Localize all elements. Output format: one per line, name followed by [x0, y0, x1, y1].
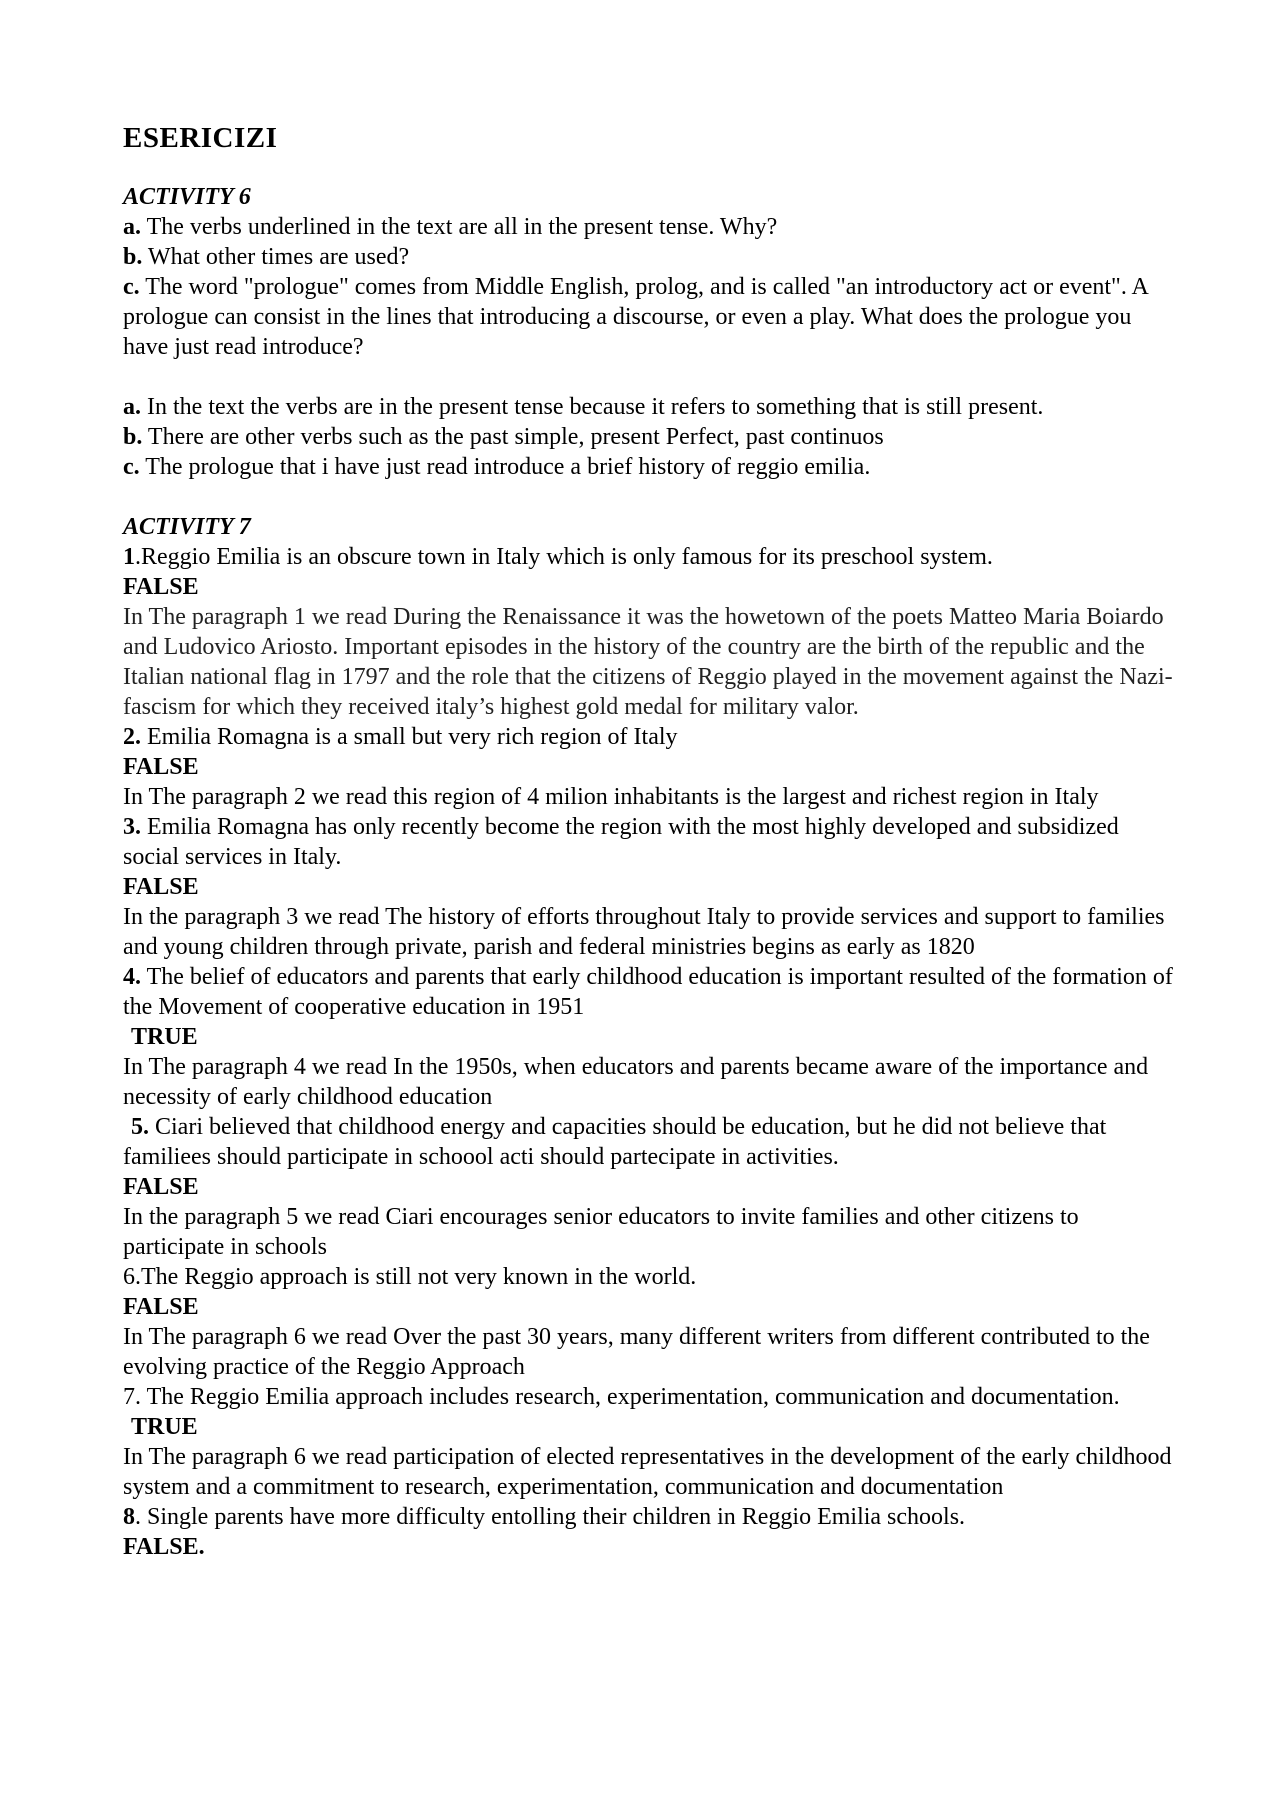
statement-number: 8 [123, 1504, 135, 1530]
question-text: The verbs underlined in the text are all in the present tense. Why? [141, 214, 778, 240]
statement-1 [123, 542, 1180, 572]
statement-4 [123, 962, 1180, 1022]
statement-number: 2. [123, 724, 141, 750]
answer-text: The prologue that i have just read introduce a brief history of reggio emilia. [139, 454, 871, 480]
statement-text: Ciari believed that childhood energy and capacities should be education, but he did not believe that familiees should participate in schoool acti should partecipate in activities. [123, 1114, 1107, 1170]
activity-7-heading: ACTIVITY 7 [123, 514, 251, 540]
answer-label: c. [123, 454, 140, 480]
verdict-7: TRUE [131, 1414, 198, 1440]
statement-6: 6.The Reggio approach is still not very known in the world. [123, 1264, 697, 1290]
verdict-5: FALSE [123, 1174, 199, 1200]
question-text: What other times are used? [142, 244, 410, 270]
evidence-6: In The paragraph 6 we read Over the past 30 years, many different writers from different contributed to the evolving practice of the Reggio Approach [123, 1324, 1150, 1380]
statement-3 [123, 812, 1180, 872]
evidence-2: In The paragraph 2 we read this region of 4 milion inhabitants is the largest and richest region in Italy [123, 784, 1099, 810]
statement-text: Emilia Romagna is a small but very rich region of Italy [141, 724, 678, 750]
answer-label: a. [123, 394, 141, 420]
spacer [123, 362, 1180, 392]
verdict-1: FALSE [123, 574, 199, 600]
statement-number: 4. [123, 964, 141, 990]
question-label: a. [123, 214, 141, 240]
verdict-8: FALSE. [123, 1534, 205, 1560]
statement-number: 3. [123, 814, 141, 840]
evidence-7: In The paragraph 6 we read participation of elected representatives in the development of the early childhood system and a commitment to research, experimentation, communication and documentation [123, 1444, 1172, 1500]
answer-label: b. [123, 424, 143, 450]
question-a [123, 212, 1180, 242]
verdict-3: FALSE [123, 874, 199, 900]
statement-number: 5. [131, 1114, 149, 1140]
activity-6-heading: ACTIVITY 6 [123, 184, 251, 210]
spacer [123, 482, 1180, 512]
answer-text: There are other verbs such as the past simple, present Perfect, past continuos [142, 424, 884, 450]
statement-text: The belief of educators and parents that early childhood education is important resulted of the formation of the Movement of cooperative education in 1951 [123, 964, 1173, 1020]
question-label: c. [123, 274, 140, 300]
answer-a [123, 392, 1180, 422]
statement-text: Emilia Romagna has only recently become the region with the most highly developed and subsidized social services in Italy. [123, 814, 1119, 870]
question-text: The word "prologue" comes from Middle English, prolog, and is called "an introductory act or event". A prologue can consist in the lines that introducing a discourse, or even a play. What does the prologue you have just read introduce? [123, 274, 1148, 360]
activity-6-section [123, 182, 1180, 482]
page-title: ESERICIZI [123, 122, 278, 154]
statement-5 [123, 1112, 1180, 1172]
verdict-4: TRUE [131, 1024, 198, 1050]
evidence-4: In The paragraph 4 we read In the 1950s, when educators and parents became aware of the importance and necessity of early childhood education [123, 1054, 1149, 1110]
statement-7: 7. The Reggio Emilia approach includes research, experimentation, communication and documentation. [123, 1384, 1120, 1410]
statement-2 [123, 722, 1180, 752]
answer-text: In the text the verbs are in the present tense because it refers to something that is still present. [141, 394, 1044, 420]
evidence-5: In the paragraph 5 we read Ciari encourages senior educators to invite families and other citizens to participate in schools [123, 1204, 1079, 1260]
evidence-1: In The paragraph 1 we read During the Renaissance it was the howetown of the poets Matteo Maria Boiardo and Ludovico Ariosto. Important episodes in the history of the country are the birth of the republic and the Italian national flag in 1797 and the role that the citizens of Reggio played in the movement against the Nazi-fascism for which they received italy’s highest gold medal for military valor. [123, 604, 1173, 720]
activity-7-section [123, 512, 1180, 1562]
question-b [123, 242, 1180, 272]
answer-c [123, 452, 1180, 482]
verdict-6: FALSE [123, 1294, 199, 1320]
statement-8 [123, 1502, 1180, 1532]
statement-text: . Single parents have more difficulty entolling their children in Reggio Emilia schools. [135, 1504, 966, 1530]
verdict-2: FALSE [123, 754, 199, 780]
answer-b [123, 422, 1180, 452]
statement-text: .Reggio Emilia is an obscure town in Italy which is only famous for its preschool system. [135, 544, 993, 570]
question-c [123, 272, 1180, 362]
statement-number: 1 [123, 544, 135, 570]
question-label: b. [123, 244, 143, 270]
evidence-3: In the paragraph 3 we read The history of efforts throughout Italy to provide services and support to families and young children through private, parish and federal ministries begins as early as 1820 [123, 904, 1165, 960]
